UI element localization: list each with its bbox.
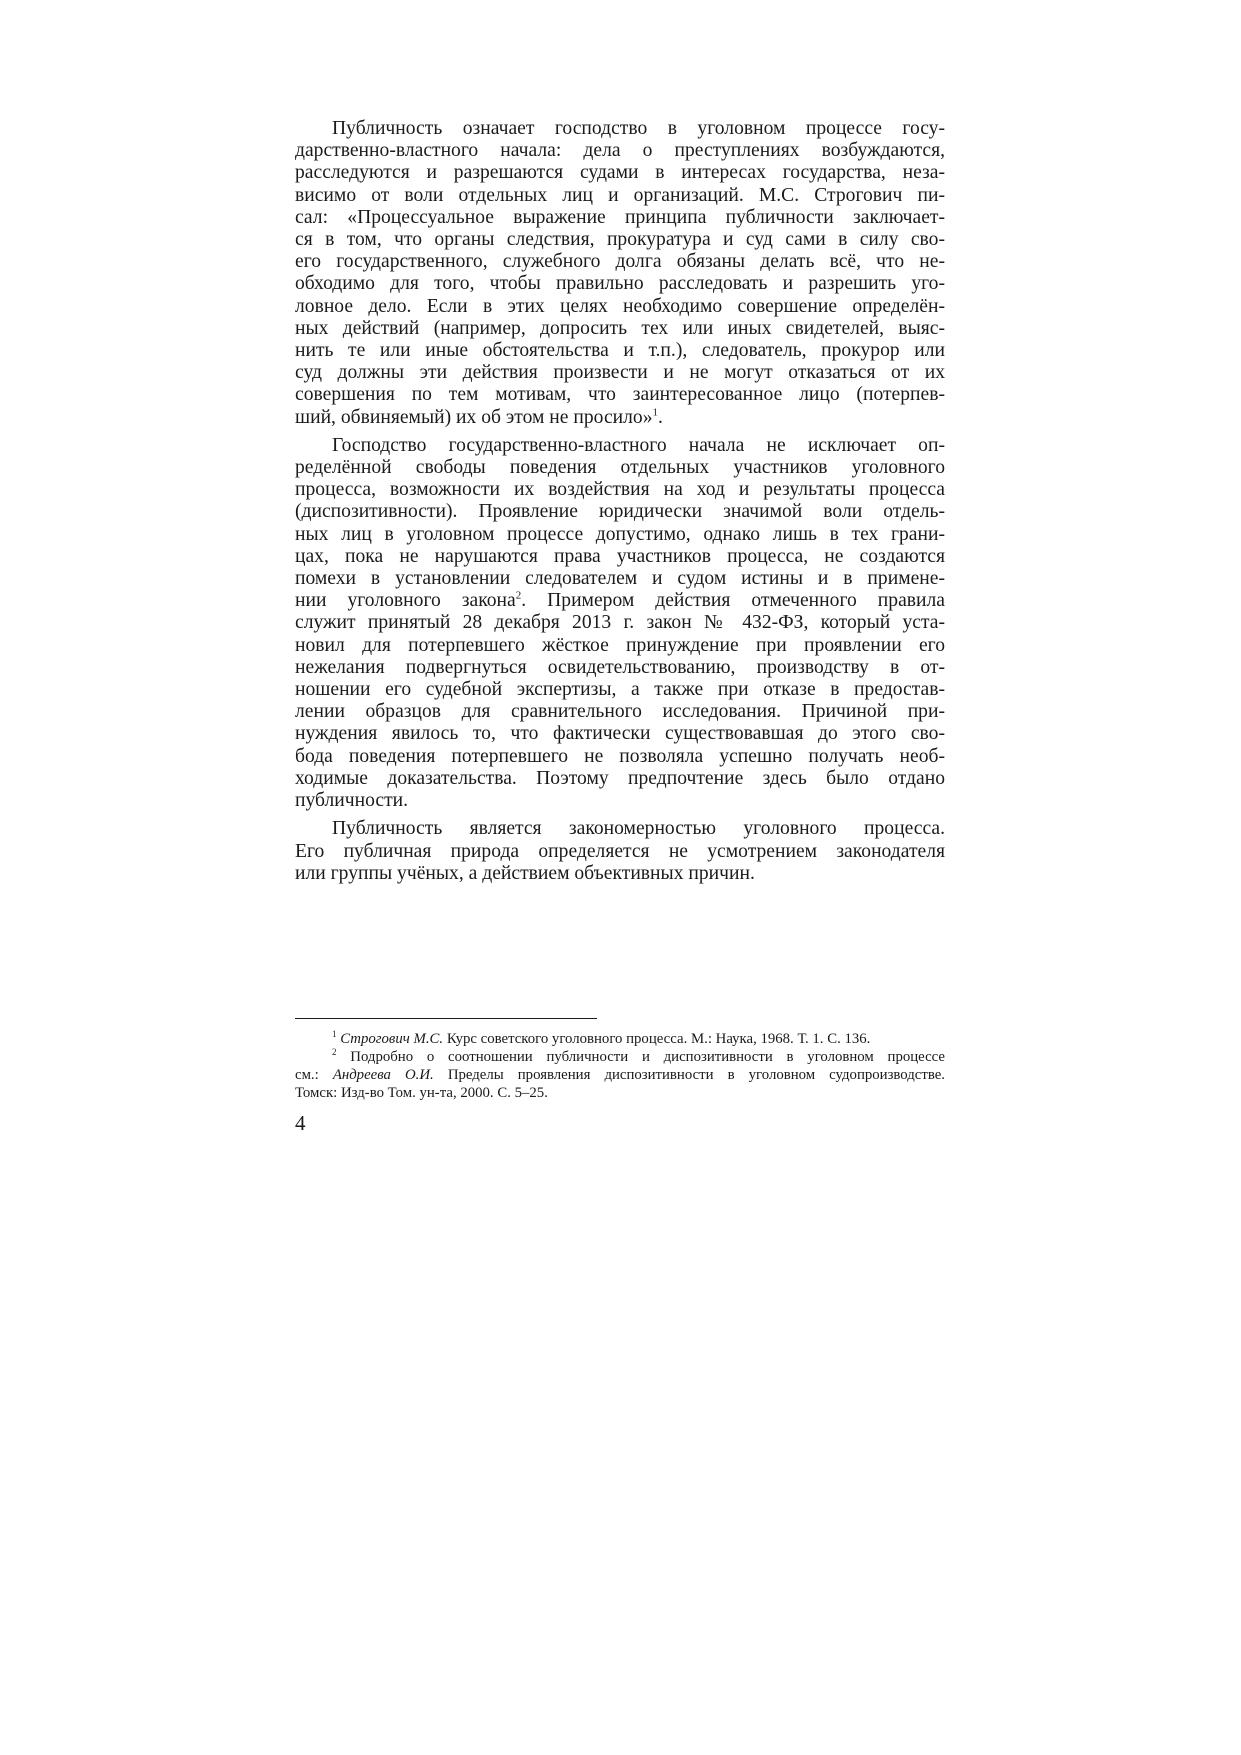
text-line: новил для потерпевшего жёсткое принуждение при проявлении его [295,634,945,656]
text-line: цах, пока не нарушаются права участников процесса, не создаются [295,545,945,567]
footnote-reference-1[interactable]: 1 [652,406,659,419]
text-fragment: . Примером действия отмеченного правила [521,590,945,612]
text-line: совершения по тем мотивам, что заинтересованное лицо (потерпев- [295,384,945,406]
text-line: ловное дело. Если в этих целях необходимо совершение определён- [295,295,945,317]
text-line: Публичность означает господство в уголовном процессе госу- [332,118,945,139]
footnote-author: Строгович М.С. [340,1031,444,1047]
text-line: Его публичная природа определяется не усмотрением законодателя [295,840,945,862]
footnote-line [295,1048,945,1066]
text-line: нуждения явилось то, что фактически существовавшая до этого сво- [295,723,945,745]
footnote-line [295,1066,945,1084]
text-line: нить те или иные обстоятельства и т.п.), следователь, прокурор или [295,340,945,362]
text-line: ных лиц в уголовном процессе допустимо, однако лишь в тех грани- [295,523,945,545]
text-line: ных действий (например, допросить тех или иных свидетелей, выяс- [295,317,945,339]
footnote-reference-2[interactable]: 2 [515,589,522,602]
text-line: ношении его судебной экспертизы, а также при отказе в предостав- [295,679,945,701]
paragraph-1 [295,118,945,429]
footnote-1 [295,1030,945,1048]
text-line: (диспозитивности). Проявление юридически значимой воли отдель- [295,501,945,523]
footnote-text: Пределы проявления диспозитивности в уголовном судопроизводстве. [433,1067,946,1083]
text-line: обходимо для того, чтобы правильно расследовать и разрешить уго- [295,273,945,295]
text-line: публичности. [295,790,409,812]
text-line: висимо от воли отдельных лиц и организаций. М.С. Строгович пи- [295,184,945,206]
footnotes [295,1030,945,1102]
paragraph-3 [295,818,945,885]
text-fragment: ший, обвиняемый) их об этом не просило» [295,406,653,428]
text-line: процесса, возможности их воздействия на ход и результаты процесса [295,479,945,501]
text-line: его государственного, служебного долга обязаны делать всё, что не- [295,251,945,273]
footnote-text: Курс советского уголовного процесса. М.: Наука, 1968. Т. 1. С. 136. [443,1031,871,1047]
footnote-marker: 2 [332,1047,337,1058]
text-line: служит принятый 28 декабря 2013 г. закон № 432-ФЗ, который уста- [295,612,945,634]
footnote-line: Томск: Изд-во Том. ун-та, 2000. С. 5–25. [295,1085,548,1101]
text-line: суд должны эти действия произвести и не могут отказаться от их [295,362,945,384]
text-line [295,407,945,429]
text-line: или группы учёных, а действием объективных причин. [295,862,755,884]
text-fragment: . [658,406,663,428]
footnote-line [295,1030,945,1048]
text-line: расследуются и разрешаются судами в интересах государства, неза- [295,162,945,184]
text-line: Господство государственно-властного начала не исключает оп- [332,434,945,456]
footnote-2 [295,1048,945,1102]
body-text [295,118,945,885]
footnote-text: см.: [295,1067,333,1083]
footnote-text: Подробно о соотношении публичности и диспозитивности в уголовном процессе [336,1049,945,1065]
page-number: 4 [295,1111,306,1135]
footnote-marker: 1 [332,1029,337,1040]
text-fragment: нии уголовного закона [295,590,516,612]
paragraph-2 [295,435,945,812]
text-line: сал: «Процессуальное выражение принципа публичности заключает- [295,206,945,228]
text-line: Публичность является закономерностью уголовного процесса. [332,818,945,840]
text-line: нежелания подвергнуться освидетельствованию, производству в от- [295,656,945,678]
footnote-author: Андреева О.И. [332,1067,434,1083]
text-line: лении образцов для сравнительного исследования. Причиной при- [295,701,945,723]
text-line: ределённой свободы поведения отдельных участников уголовного [295,457,945,479]
text-line: ходимые доказательства. Поэтому предпочтение здесь было отдано [295,767,945,789]
text-line: помехи в установлении следователем и судом истины и в примене- [295,568,945,590]
text-line: бода поведения потерпевшего не позволяла успешно получать необ- [295,745,945,767]
text-line: ся в том, что органы следствия, прокуратура и суд сами в силу сво- [295,229,945,251]
text-line: дарственно-властного начала: дела о преступлениях возбуждаются, [295,140,945,162]
footnote-separator [295,1018,597,1019]
text-line [295,590,945,612]
